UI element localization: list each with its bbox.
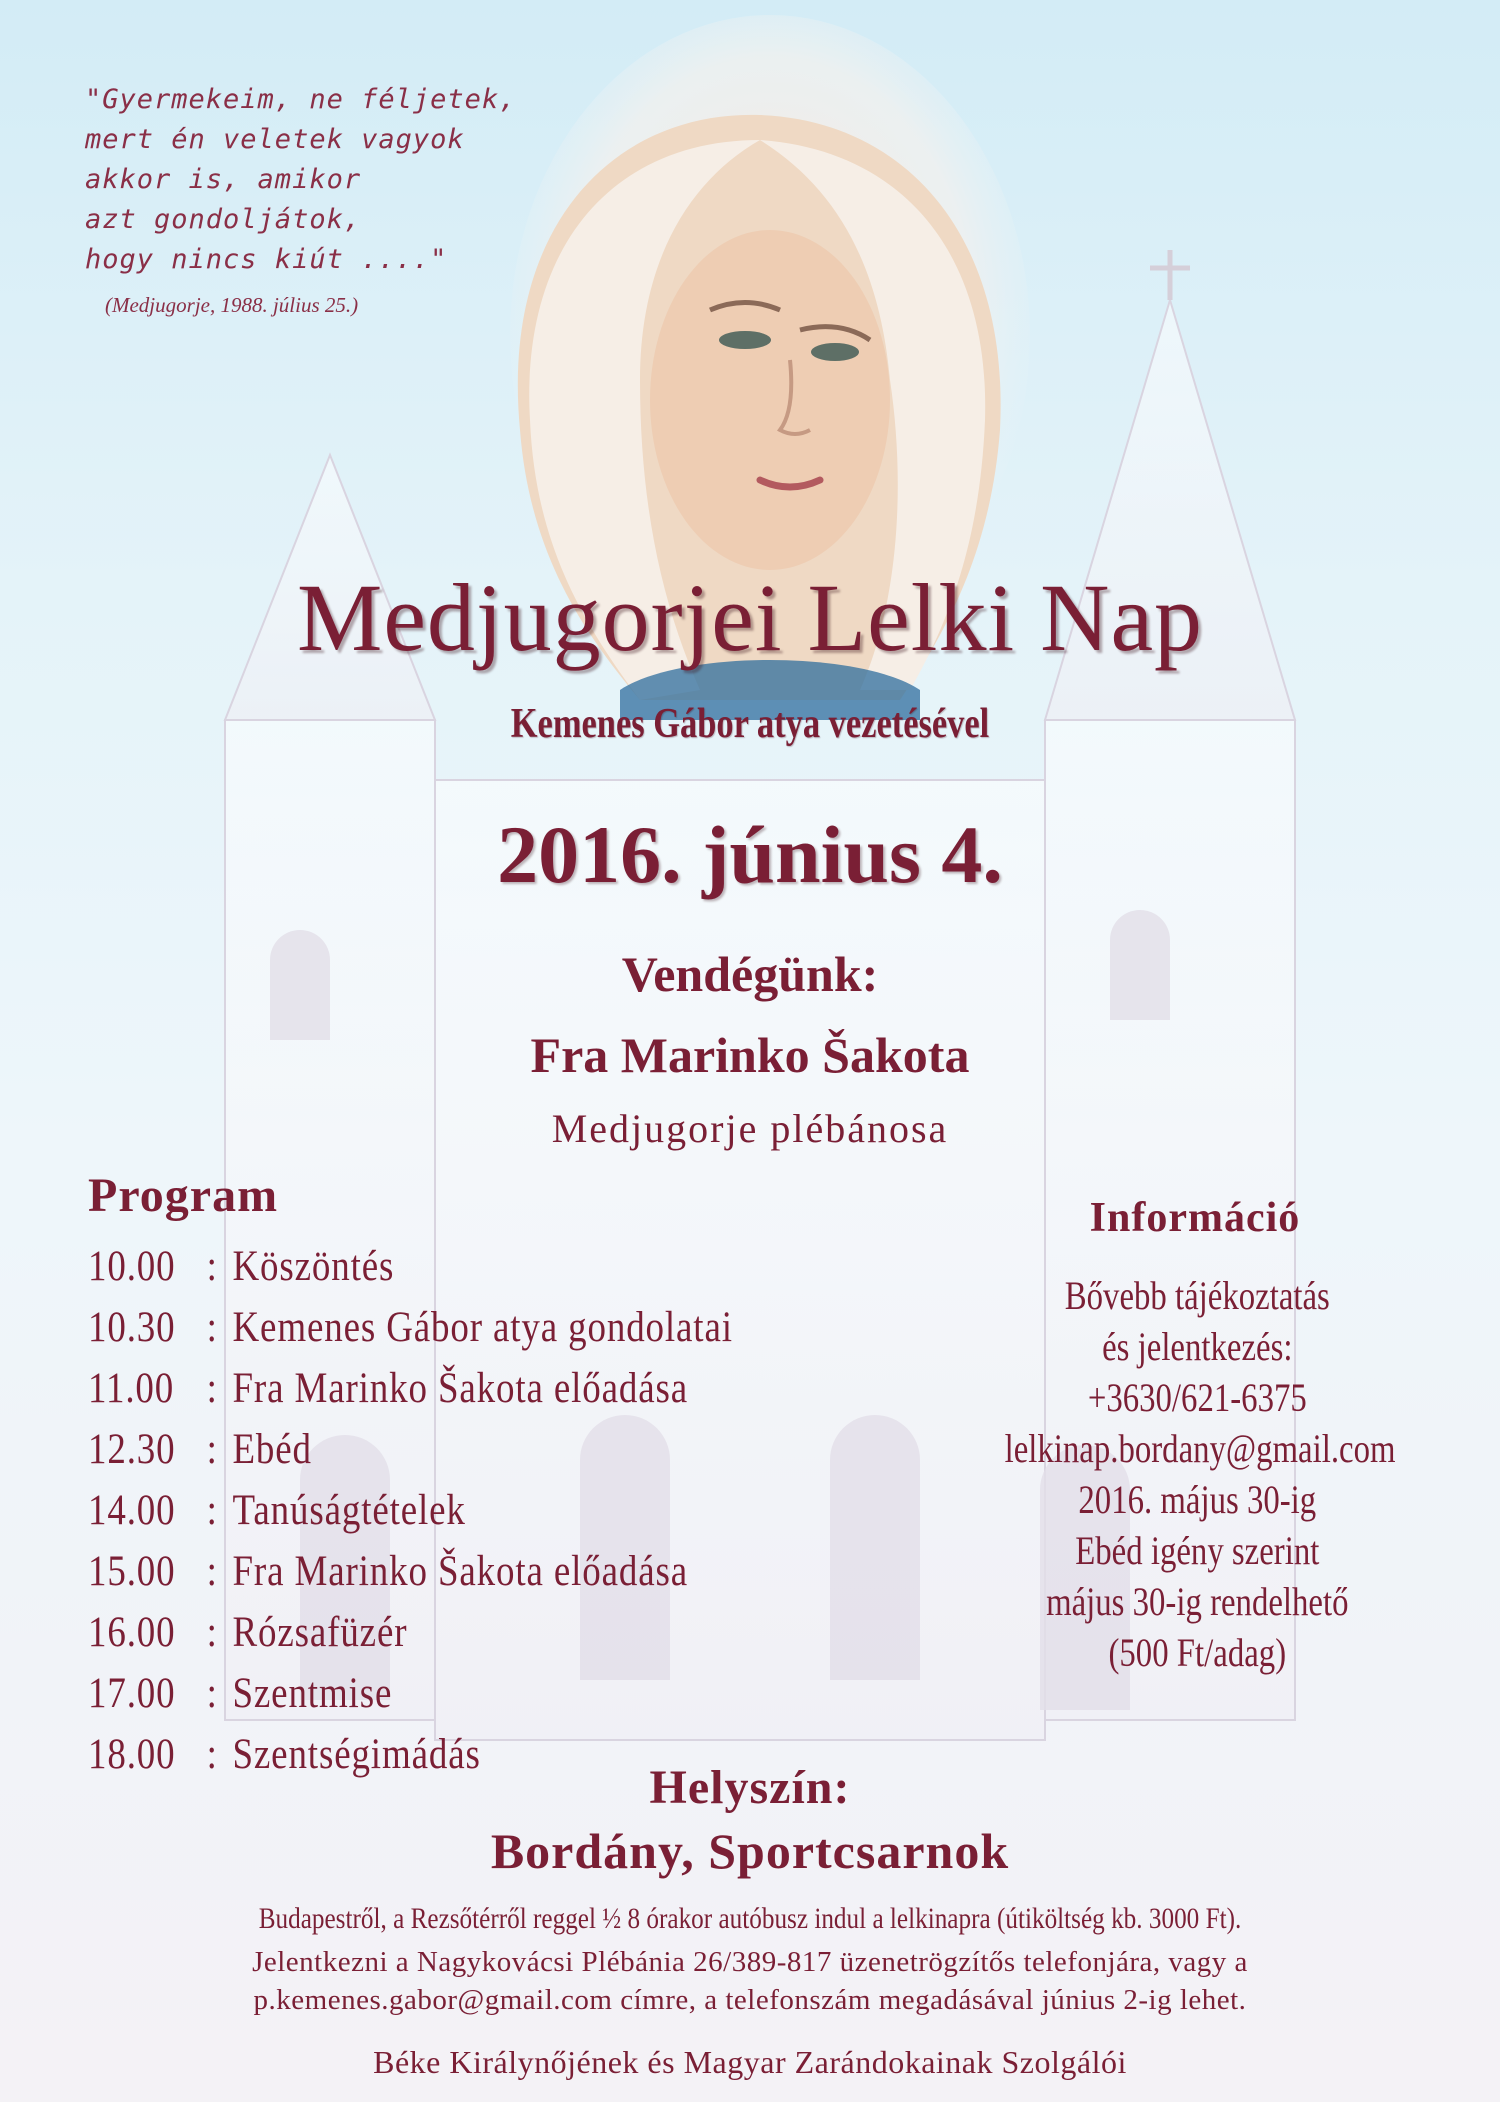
info-line: és jelentkezés: [1102, 1324, 1293, 1369]
program-time: 11.00 [88, 1365, 175, 1412]
info-deadline: 2016. május 30-ig [1078, 1477, 1317, 1522]
registration-note-email: p.kemenes.gabor@gmail.com címre, a telefonszám megadásával június 2-ig lehet. [253, 1984, 1247, 2016]
program-event: Szentségimádás [232, 1731, 481, 1778]
info-line: május 30-ig rendelhető [1046, 1579, 1349, 1624]
program-time: 10.00 [88, 1243, 176, 1290]
program-event: Rózsafüzér [232, 1609, 408, 1656]
program-item: 18.00 : Szentségimádás [88, 1724, 733, 1785]
program-event: Szentmise [232, 1670, 393, 1717]
info-line: Ebéd igény szerint [1075, 1528, 1320, 1573]
program-heading: Program [88, 1169, 279, 1222]
info-phone: +3630/621-6375 [1087, 1375, 1307, 1420]
info-price: (500 Ft/adag) [1108, 1630, 1287, 1675]
program-time: 15.00 [88, 1548, 176, 1595]
quote [85, 80, 605, 280]
quote-line: akkor is, amikor [85, 164, 362, 195]
registration-note: Jelentkezni a Nagykovácsi Plébánia 26/389-817 üzenetrögzítős telefonjára, vagy a [252, 1946, 1248, 1978]
venue-heading: Helyszín: [649, 1761, 851, 1814]
event-date: 2016. június 4. [497, 809, 1003, 900]
program-item: 14.00 : Tanúságtételek [88, 1480, 733, 1541]
program-item: 12.30 : Ebéd [88, 1419, 733, 1480]
program-list [88, 1236, 733, 1785]
program-item: 15.00 : Fra Marinko Šakota előadása [88, 1541, 733, 1602]
program-time: 14.00 [88, 1487, 176, 1534]
info-lines [1004, 1270, 1396, 1678]
program-item: 10.30 : Kemenes Gábor atya gondolatai [88, 1297, 733, 1358]
quote-line: "Gyermekeim, ne féljetek, [85, 84, 517, 115]
quote-line: hogy nincs kiút ...." [85, 244, 448, 275]
program-time: 18.00 [88, 1731, 176, 1778]
info-box [920, 1194, 1396, 1678]
program-event: Ebéd [232, 1426, 312, 1473]
program-time: 12.30 [88, 1426, 176, 1473]
venue-name: Bordány, Sportcsarnok [490, 1823, 1010, 1879]
guest-role: Medjugorje plébánosa [551, 1106, 949, 1151]
program-time: 16.00 [88, 1609, 176, 1656]
quote-line: azt gondoljátok, [85, 204, 362, 235]
guest-name: Fra Marinko Šakota [530, 1027, 970, 1083]
quote-source: (Medjugorje, 1988. július 25.) [105, 293, 359, 317]
bus-note: Budapestről, a Rezsőtérről reggel ½ 8 órakor autóbusz indul a lelkinapra (útiköltség kb. 3000 Ft). [258, 1902, 1242, 1935]
program-item: 17.00 : Szentmise [88, 1663, 733, 1724]
info-heading: Információ [1089, 1195, 1301, 1241]
program-event: Kemenes Gábor atya gondolatai [232, 1304, 733, 1351]
program-item: 16.00 : Rózsafüzér [88, 1602, 733, 1663]
program-item: 10.00 : Köszöntés [88, 1236, 733, 1297]
program-time: 10.30 [88, 1304, 176, 1351]
program-event: Tanúságtételek [232, 1487, 466, 1534]
quote-line: mert én veletek vagyok [85, 124, 465, 155]
page-title: Medjugorjei Lelki Nap [296, 564, 1204, 671]
guest-heading: Vendégünk: [621, 946, 879, 1002]
program-event: Fra Marinko Šakota előadása [232, 1365, 689, 1412]
subtitle: Kemenes Gábor atya vezetésével [510, 701, 990, 747]
program-item: 11.00 : Fra Marinko Šakota előadása [88, 1358, 733, 1419]
program-event: Köszöntés [232, 1243, 395, 1290]
info-email: lelkinap.bordany@gmail.com [1004, 1426, 1396, 1471]
program-event: Fra Marinko Šakota előadása [232, 1548, 689, 1595]
program-time: 17.00 [88, 1670, 176, 1717]
footer-organizer: Béke Királynőjének és Magyar Zarándokainak Szolgálói [373, 2044, 1127, 2080]
info-line: Bővebb tájékoztatás [1064, 1273, 1330, 1318]
